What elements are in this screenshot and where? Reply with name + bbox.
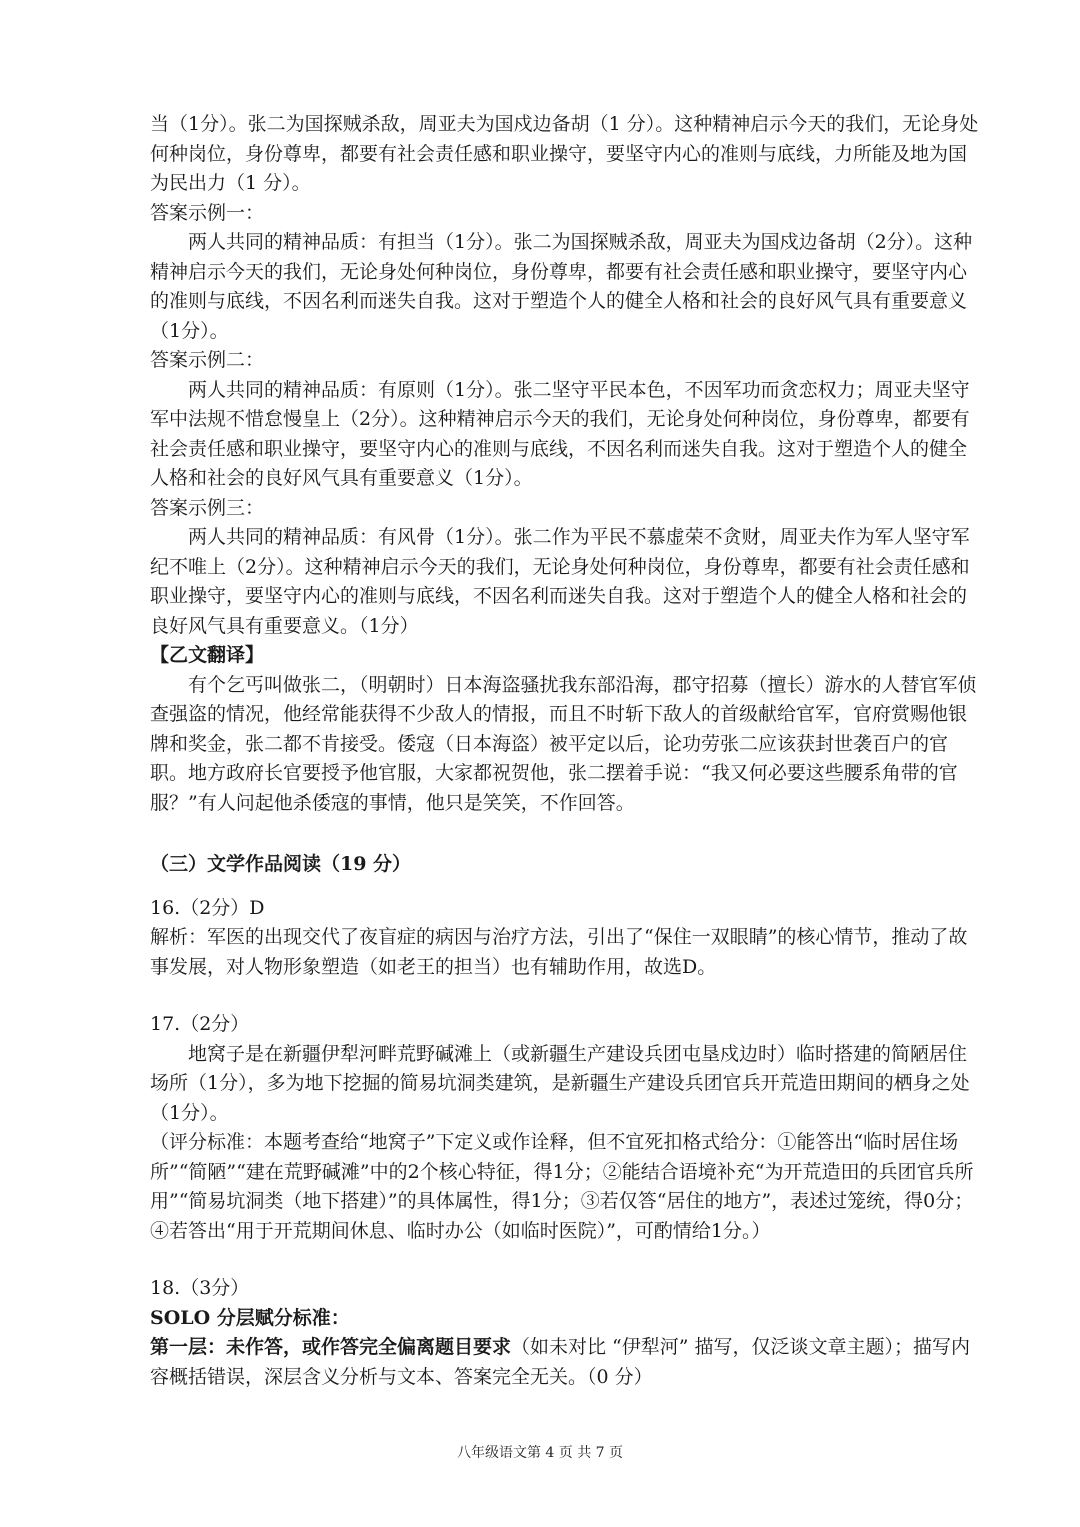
example-1-label: 答案示例一： [150,201,265,224]
spacer [150,1246,985,1274]
intro-paragraph: 当（1分）。张二为国探贼杀敌，周亚夫为国戍边备胡（1 分）。这种精神启示今天的我们，无论身处何种岗位，身份尊卑，都要有社会责任感和职业操守，要坚守内心的准则与底线，力所能及地为国为民出力（1 分）。 [150,113,979,194]
q17-head: 17.（2分） [150,1013,250,1035]
example-2-label: 答案示例二： [150,349,265,371]
q18-solo-title: SOLO 分层赋分标准： [150,1306,350,1329]
example-2-text: 两人共同的精神品质：有原则（1分）。张二坚守平民本色，不因军功而贪恋权力；周亚夫坚守军中法规不惜怠慢皇上（2分）。这种精神启示今天的我们，无论身处何种岗位，身份尊卑，都要有社会责任感和职业操守，要坚守内心的准则与底线，不因名利而迷失自我。这对于塑造个人的健全人格和社会的良好风气具有重要意义（1分）。 [150,378,970,489]
q16-analysis: 解析：军医的出现交代了夜盲症的病因与治疗方法，引出了“保住一双眼睛”的核心情节，推动了故事发展，对人物形象塑造（如老王的担当）也有辅助作用，故选D。 [150,926,968,978]
example-3-text: 两人共同的精神品质：有风骨（1分）。张二作为平民不慕虚荣不贪财，周亚夫作为军人坚守军纪不唯上（2分）。这种精神启示今天的我们，无论身处何种岗位，身份尊卑，都要有社会责任感和职业操守，要坚守内心的准则与底线，不因名利而迷失自我。这对于塑造个人的健全人格和社会的良好风气具有重要意义。（1分） [150,526,970,637]
section-3-title: （三）文学作品阅读（19 分） [150,853,412,875]
translation-text: 有个乞丐叫做张二，（明朝时）日本海盗骚扰我东部沿海，郡守招募（擅长）游水的人替官军侦查强盗的情况，他经常能获得不少敌人的情报，而且不时斩下敌人的首级献给官军，官府赏赐他银牌和奖金，张二都不肯接受。倭寇（日本海盗）被平定以后，论功劳张二应该获封世袭百户的官职。地方政府长官要授予他官服，大家都祝贺他，张二摆着手说：“我又何必要这些腰系角带的官服？”有人问起他杀倭寇的事情，他只是笑笑，不作回答。 [150,673,977,814]
spacer [150,982,985,1010]
q17-answer: 地窝子是在新疆伊犁河畔荒野碱滩上（或新疆生产建设兵团屯垦戍边时）临时搭建的简陋居住场所（1分），多为地下挖掘的简易坑洞类建筑，是新疆生产建设兵团官兵开荒造田期间的栖身之处（1分）。 [150,1042,970,1124]
q16-head: 16.（2分）D [150,896,265,919]
q18-head: 18.（3分） [150,1277,250,1299]
translation-heading: 【乙文翻译】 [150,644,265,666]
page-footer: 八年级语文第 4 页 共 7 页 [456,1445,624,1461]
example-1-text: 两人共同的精神品质：有担当（1分）。张二为国探贼杀敌，周亚夫为国戍边备胡（2分）。这种精神启示今天的我们，无论身处何种岗位，身份尊卑，都要有社会责任感和职业操守，要坚守内心的准则与底线，不因名利而迷失自我。这对于塑造个人的健全人格和社会的良好风气具有重要意义（1分）。 [150,231,973,342]
page-content [150,110,985,1392]
example-3-label: 答案示例三： [150,496,265,519]
q18-level-1 [150,1333,985,1392]
q18-level-1-rest: （如未对比 “伊犁河” 描写，仅泛谈文章主题）；描写内容概括错误，深层含义分析与文本、答案完全无关。（0 分） [150,1336,971,1388]
q17-criteria: （评分标准：本题考查给“地窝子”下定义或作诠释，但不宜死扣格式给分：①能答出“临时居住场所”“简陋”“建在荒野碱滩”中的2个核心特征，得1分；②能结合语境补充“为开荒造田的兵团官兵所用”“简易坑洞类（地下搭建）”的具体属性，得1分；③若仅答“居住的地方”，表述过笼统，得0分；④若答出“用于开荒期间休息、临时办公（如临时医院）”，可酌情给1分。） [150,1131,974,1242]
q18-level-1-bold: 第一层：未作答，或作答完全偏离题目要求 [150,1336,512,1358]
